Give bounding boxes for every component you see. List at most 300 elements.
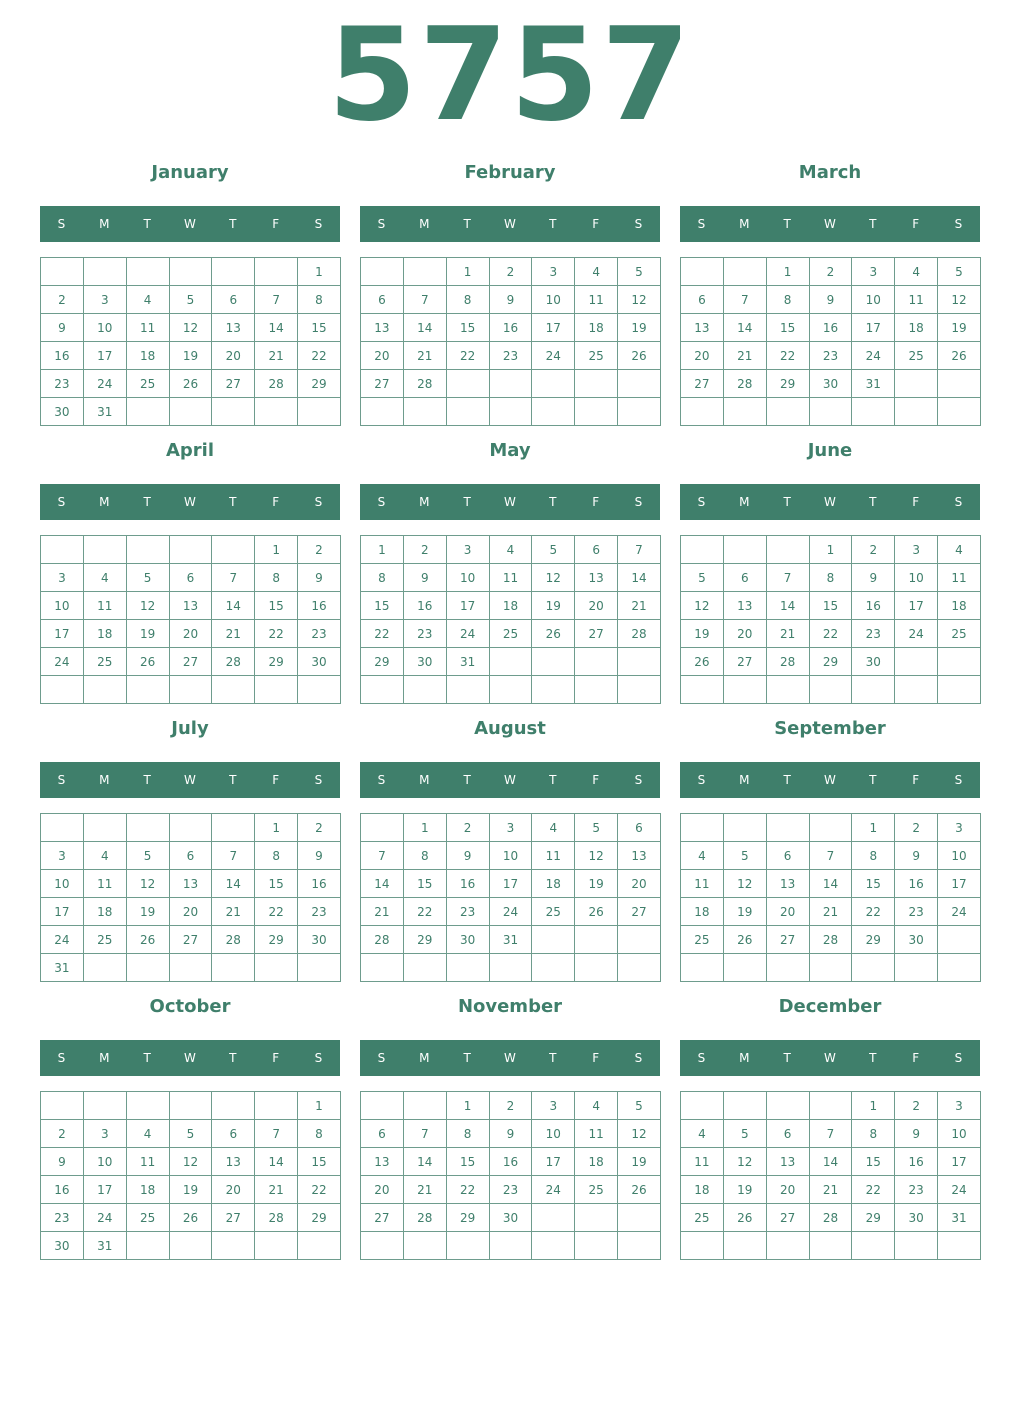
month-name: March — [798, 162, 862, 183]
day-cell: 15 — [298, 1148, 341, 1176]
week-row — [41, 258, 341, 286]
day-cell — [575, 676, 618, 704]
day-cell: 9 — [41, 1148, 84, 1176]
week-row — [361, 1120, 661, 1148]
day-cell: 2 — [852, 536, 895, 564]
day-cell: 28 — [766, 648, 809, 676]
day-cell: 7 — [618, 536, 661, 564]
day-cell — [532, 370, 575, 398]
day-cell: 14 — [255, 314, 298, 342]
day-cell: 6 — [212, 1120, 255, 1148]
day-cell — [83, 814, 126, 842]
day-cell — [446, 398, 489, 426]
day-cell: 16 — [298, 592, 341, 620]
week-row — [681, 898, 981, 926]
day-cell — [723, 1232, 766, 1260]
days-table — [680, 813, 981, 982]
day-cell: 6 — [618, 814, 661, 842]
day-cell: 31 — [446, 648, 489, 676]
day-cell: 21 — [255, 342, 298, 370]
day-cell: 28 — [809, 1204, 852, 1232]
day-cell: 10 — [41, 592, 84, 620]
weekday-label: T — [463, 773, 471, 787]
day-cell: 14 — [766, 592, 809, 620]
day-cell — [489, 1232, 532, 1260]
day-cell: 15 — [809, 592, 852, 620]
day-cell — [809, 814, 852, 842]
day-cell: 13 — [212, 1148, 255, 1176]
day-cell — [255, 954, 298, 982]
day-cell: 6 — [361, 1120, 404, 1148]
week-row — [681, 842, 981, 870]
day-cell — [532, 954, 575, 982]
day-cell: 24 — [446, 620, 489, 648]
day-cell: 24 — [532, 342, 575, 370]
week-row — [361, 1204, 661, 1232]
week-row — [41, 620, 341, 648]
weekday-label: T — [549, 1051, 557, 1065]
month-name: May — [489, 440, 531, 461]
day-cell: 16 — [41, 342, 84, 370]
day-cell — [938, 926, 981, 954]
week-row — [361, 1176, 661, 1204]
day-cell: 18 — [126, 342, 169, 370]
day-cell: 19 — [938, 314, 981, 342]
day-cell: 20 — [212, 342, 255, 370]
day-cell — [723, 814, 766, 842]
day-cell — [361, 1232, 404, 1260]
day-cell: 19 — [126, 620, 169, 648]
day-cell — [212, 814, 255, 842]
week-row — [681, 286, 981, 314]
weekday-label: W — [504, 1051, 516, 1065]
day-cell: 25 — [126, 370, 169, 398]
week-row — [681, 536, 981, 564]
day-cell: 13 — [681, 314, 724, 342]
day-cell: 5 — [532, 536, 575, 564]
day-cell — [361, 814, 404, 842]
day-cell — [126, 536, 169, 564]
day-cell: 1 — [361, 536, 404, 564]
day-cell: 22 — [255, 620, 298, 648]
weekday-header — [680, 762, 980, 798]
day-cell — [489, 370, 532, 398]
day-cell — [298, 954, 341, 982]
day-cell — [681, 258, 724, 286]
day-cell — [723, 1092, 766, 1120]
day-cell: 10 — [489, 842, 532, 870]
day-cell — [83, 536, 126, 564]
day-cell — [126, 676, 169, 704]
day-cell: 1 — [852, 1092, 895, 1120]
day-cell: 29 — [852, 926, 895, 954]
week-row — [681, 398, 981, 426]
day-cell — [766, 536, 809, 564]
day-cell — [681, 954, 724, 982]
day-cell: 10 — [83, 1148, 126, 1176]
day-cell: 27 — [361, 370, 404, 398]
day-cell — [895, 370, 938, 398]
day-cell: 5 — [681, 564, 724, 592]
day-cell: 25 — [83, 926, 126, 954]
day-cell: 11 — [681, 1148, 724, 1176]
week-row — [681, 1232, 981, 1260]
weekday-header — [360, 762, 660, 798]
day-cell: 30 — [895, 1204, 938, 1232]
day-cell — [361, 398, 404, 426]
day-cell: 15 — [255, 870, 298, 898]
day-cell: 1 — [298, 258, 341, 286]
day-cell: 12 — [575, 842, 618, 870]
day-cell — [403, 676, 446, 704]
day-cell: 17 — [83, 342, 126, 370]
day-cell — [361, 258, 404, 286]
day-cell: 3 — [852, 258, 895, 286]
day-cell: 19 — [169, 1176, 212, 1204]
day-cell — [723, 258, 766, 286]
week-row — [41, 314, 341, 342]
day-cell: 18 — [938, 592, 981, 620]
day-cell: 5 — [938, 258, 981, 286]
day-cell: 7 — [255, 1120, 298, 1148]
weekday-label: T — [229, 773, 237, 787]
day-cell: 26 — [575, 898, 618, 926]
weekday-label: S — [954, 495, 963, 509]
day-cell: 23 — [403, 620, 446, 648]
day-cell: 29 — [809, 648, 852, 676]
week-row — [41, 1176, 341, 1204]
day-cell — [532, 926, 575, 954]
week-row — [681, 870, 981, 898]
week-row — [41, 842, 341, 870]
weekday-label: M — [739, 773, 750, 787]
day-cell: 17 — [938, 870, 981, 898]
day-cell — [255, 676, 298, 704]
day-cell — [766, 1232, 809, 1260]
day-cell: 3 — [938, 814, 981, 842]
day-cell — [41, 676, 84, 704]
weekday-label: W — [824, 217, 836, 231]
day-cell: 21 — [255, 1176, 298, 1204]
week-row — [41, 398, 341, 426]
day-cell — [766, 954, 809, 982]
day-cell: 5 — [126, 842, 169, 870]
day-cell — [403, 1092, 446, 1120]
week-row — [361, 592, 661, 620]
day-cell: 14 — [403, 314, 446, 342]
day-cell: 26 — [618, 342, 661, 370]
week-row — [361, 926, 661, 954]
day-cell: 6 — [169, 842, 212, 870]
day-cell: 3 — [895, 536, 938, 564]
day-cell: 10 — [83, 314, 126, 342]
days-table — [360, 257, 661, 426]
day-cell: 23 — [809, 342, 852, 370]
day-cell: 11 — [575, 1120, 618, 1148]
day-cell: 2 — [41, 1120, 84, 1148]
days-table — [40, 813, 341, 982]
day-cell: 26 — [126, 648, 169, 676]
day-cell — [809, 954, 852, 982]
day-cell: 28 — [403, 370, 446, 398]
day-cell: 22 — [766, 342, 809, 370]
day-cell — [852, 398, 895, 426]
day-cell: 24 — [895, 620, 938, 648]
day-cell — [618, 1232, 661, 1260]
day-cell: 12 — [723, 1148, 766, 1176]
day-cell: 9 — [895, 842, 938, 870]
day-cell: 16 — [895, 870, 938, 898]
week-row — [681, 954, 981, 982]
day-cell: 12 — [723, 870, 766, 898]
day-cell: 21 — [766, 620, 809, 648]
weekday-label: T — [783, 217, 791, 231]
day-cell: 3 — [938, 1092, 981, 1120]
day-cell: 4 — [681, 842, 724, 870]
day-cell: 8 — [298, 286, 341, 314]
day-cell: 2 — [809, 258, 852, 286]
week-row — [41, 898, 341, 926]
day-cell — [83, 954, 126, 982]
day-cell: 1 — [852, 814, 895, 842]
day-cell: 11 — [126, 1148, 169, 1176]
weekday-header — [360, 206, 660, 242]
day-cell: 23 — [489, 1176, 532, 1204]
weekday-label: T — [549, 773, 557, 787]
day-cell: 19 — [126, 898, 169, 926]
day-cell: 3 — [83, 1120, 126, 1148]
day-cell: 29 — [852, 1204, 895, 1232]
day-cell: 9 — [489, 1120, 532, 1148]
weekday-label: S — [57, 1051, 66, 1065]
day-cell: 20 — [681, 342, 724, 370]
day-cell: 19 — [723, 1176, 766, 1204]
weekday-label: F — [912, 773, 920, 787]
day-cell: 22 — [298, 1176, 341, 1204]
day-cell: 6 — [169, 564, 212, 592]
day-cell — [403, 1232, 446, 1260]
week-row — [361, 648, 661, 676]
week-row — [361, 1148, 661, 1176]
day-cell — [403, 398, 446, 426]
day-cell — [126, 1092, 169, 1120]
day-cell: 21 — [212, 620, 255, 648]
day-cell: 27 — [681, 370, 724, 398]
month-name: November — [457, 996, 563, 1017]
week-row — [361, 898, 661, 926]
day-cell — [575, 370, 618, 398]
day-cell — [126, 398, 169, 426]
day-cell — [446, 370, 489, 398]
day-cell: 18 — [83, 620, 126, 648]
weekday-label: F — [912, 1051, 920, 1065]
day-cell: 16 — [298, 870, 341, 898]
day-cell: 1 — [298, 1092, 341, 1120]
day-cell — [723, 676, 766, 704]
day-cell — [575, 926, 618, 954]
day-cell: 10 — [895, 564, 938, 592]
day-cell: 31 — [489, 926, 532, 954]
day-cell: 6 — [723, 564, 766, 592]
day-cell — [532, 648, 575, 676]
day-cell: 26 — [723, 926, 766, 954]
day-cell: 5 — [723, 1120, 766, 1148]
day-cell: 7 — [403, 1120, 446, 1148]
day-cell: 4 — [532, 814, 575, 842]
day-cell: 25 — [681, 926, 724, 954]
week-row — [361, 314, 661, 342]
day-cell: 24 — [41, 926, 84, 954]
day-cell: 19 — [618, 314, 661, 342]
day-cell: 13 — [575, 564, 618, 592]
week-row — [681, 258, 981, 286]
weekday-label: W — [504, 495, 516, 509]
weekday-label: W — [504, 773, 516, 787]
day-cell: 8 — [766, 286, 809, 314]
day-cell: 4 — [895, 258, 938, 286]
day-cell: 24 — [938, 898, 981, 926]
day-cell: 7 — [212, 564, 255, 592]
weekday-label: S — [377, 495, 386, 509]
weekday-header — [40, 484, 340, 520]
day-cell — [126, 1232, 169, 1260]
day-cell: 19 — [532, 592, 575, 620]
month-name: October — [149, 996, 231, 1017]
day-cell: 20 — [169, 898, 212, 926]
week-row — [681, 1204, 981, 1232]
week-row — [361, 536, 661, 564]
week-row — [41, 676, 341, 704]
weekday-label: W — [824, 1051, 836, 1065]
day-cell — [212, 1232, 255, 1260]
day-cell: 14 — [212, 592, 255, 620]
day-cell: 20 — [212, 1176, 255, 1204]
day-cell: 17 — [41, 898, 84, 926]
days-table — [40, 535, 341, 704]
day-cell — [212, 954, 255, 982]
weekday-label: M — [419, 1051, 430, 1065]
days-table — [40, 257, 341, 426]
day-cell: 11 — [489, 564, 532, 592]
day-cell: 20 — [575, 592, 618, 620]
day-cell: 19 — [169, 342, 212, 370]
day-cell: 15 — [852, 870, 895, 898]
day-cell: 12 — [126, 870, 169, 898]
day-cell: 29 — [766, 370, 809, 398]
day-cell: 24 — [83, 370, 126, 398]
day-cell — [575, 648, 618, 676]
day-cell: 12 — [532, 564, 575, 592]
weekday-label: S — [697, 217, 706, 231]
weekday-label: W — [504, 217, 516, 231]
day-cell: 15 — [361, 592, 404, 620]
weekday-label: M — [419, 495, 430, 509]
day-cell: 2 — [403, 536, 446, 564]
weekday-label: F — [272, 217, 280, 231]
week-row — [41, 592, 341, 620]
weekday-label: T — [229, 217, 237, 231]
week-row — [361, 564, 661, 592]
day-cell — [938, 954, 981, 982]
day-cell: 22 — [446, 342, 489, 370]
day-cell: 10 — [41, 870, 84, 898]
day-cell: 17 — [895, 592, 938, 620]
day-cell: 2 — [489, 1092, 532, 1120]
weekday-label: W — [184, 1051, 196, 1065]
day-cell: 27 — [766, 926, 809, 954]
day-cell: 6 — [681, 286, 724, 314]
day-cell: 11 — [681, 870, 724, 898]
day-cell: 7 — [809, 1120, 852, 1148]
day-cell — [83, 258, 126, 286]
day-cell: 1 — [766, 258, 809, 286]
weekday-label: F — [272, 773, 280, 787]
day-cell: 23 — [852, 620, 895, 648]
day-cell: 13 — [766, 870, 809, 898]
day-cell: 4 — [575, 258, 618, 286]
day-cell: 8 — [852, 842, 895, 870]
day-cell — [298, 676, 341, 704]
day-cell — [169, 398, 212, 426]
day-cell: 18 — [532, 870, 575, 898]
day-cell: 17 — [852, 314, 895, 342]
month-name: July — [171, 718, 209, 739]
month-name: June — [807, 440, 853, 461]
day-cell: 24 — [489, 898, 532, 926]
day-cell: 7 — [403, 286, 446, 314]
weekday-header — [40, 206, 340, 242]
day-cell: 19 — [575, 870, 618, 898]
day-cell: 4 — [489, 536, 532, 564]
day-cell: 21 — [809, 898, 852, 926]
day-cell: 7 — [212, 842, 255, 870]
day-cell: 13 — [169, 870, 212, 898]
weekday-label: S — [314, 1051, 323, 1065]
day-cell — [809, 1232, 852, 1260]
day-cell: 2 — [446, 814, 489, 842]
day-cell: 11 — [895, 286, 938, 314]
day-cell: 26 — [938, 342, 981, 370]
day-cell: 7 — [766, 564, 809, 592]
weekday-label: S — [377, 1051, 386, 1065]
day-cell: 9 — [852, 564, 895, 592]
day-cell: 5 — [169, 286, 212, 314]
day-cell: 3 — [83, 286, 126, 314]
week-row — [41, 870, 341, 898]
weekday-label: S — [314, 495, 323, 509]
day-cell: 23 — [298, 898, 341, 926]
day-cell: 8 — [446, 1120, 489, 1148]
day-cell — [895, 954, 938, 982]
day-cell: 10 — [446, 564, 489, 592]
week-row — [41, 564, 341, 592]
day-cell: 27 — [212, 1204, 255, 1232]
day-cell: 21 — [809, 1176, 852, 1204]
weekday-label: M — [419, 217, 430, 231]
week-row — [41, 1120, 341, 1148]
day-cell — [575, 1232, 618, 1260]
week-row — [681, 814, 981, 842]
day-cell: 3 — [489, 814, 532, 842]
day-cell — [723, 398, 766, 426]
day-cell — [766, 398, 809, 426]
day-cell — [169, 1232, 212, 1260]
day-cell: 27 — [575, 620, 618, 648]
day-cell: 14 — [809, 870, 852, 898]
day-cell — [403, 258, 446, 286]
day-cell: 8 — [403, 842, 446, 870]
day-cell — [212, 398, 255, 426]
